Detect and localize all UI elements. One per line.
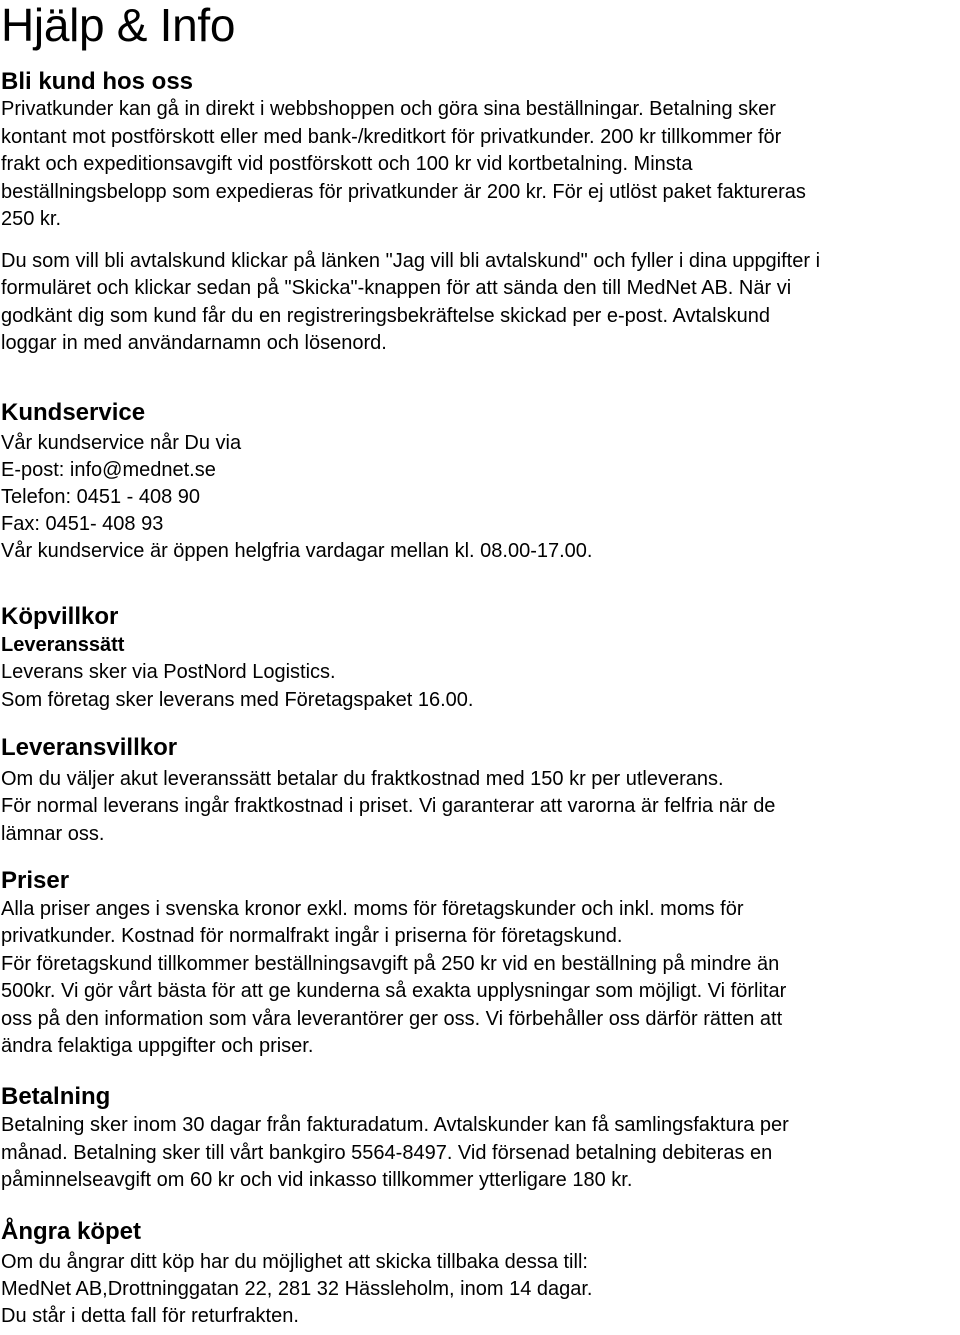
section-heading-kopvillkor: Köpvillkor [1, 602, 119, 630]
text-line: Vår kundservice når Du via [1, 431, 242, 454]
section-bli-kund [1, 68, 960, 358]
phone-line: Telefon: 0451 - 408 90 [1, 485, 201, 508]
text-line: Om du väljer akut leveranssätt betalar du fraktkostnad med 150 kr per utleverans. [1, 767, 724, 790]
text-line: Om du ångrar ditt köp har du möjlighet att skicka tillbaka dessa till: [1, 1250, 588, 1273]
text-line: formuläret och klickar sedan på "Skicka"-knappen för att sända den till MedNet AB. När vi [1, 277, 792, 299]
text-line: Du som vill bli avtalskund klickar på länken "Jag vill bli avtalskund" och fyller i dina uppgifter i [1, 249, 821, 272]
fax-line: Fax: 0451- 408 93 [1, 513, 164, 536]
text-line: lämnar oss. [1, 822, 105, 845]
text-line: oss på den information som våra leverantörer ger oss. Vi förbehåller oss därför rätten att [1, 1007, 783, 1030]
text-line: ändra felaktiga uppgifter och priser. [1, 1035, 314, 1058]
text-line: Betalning sker inom 30 dagar från fakturadatum. Avtalskunder kan få samlingsfaktura per [1, 1114, 789, 1137]
text-line: Privatkunder kan gå in direkt i webbshoppen och göra sina beställningar. Betalning sker [1, 98, 776, 120]
text-line: privatkunder. Kostnad för normalfrakt ingår i priserna för företagskund. [1, 925, 623, 948]
text-line: Leverans sker via PostNord Logistics. [1, 660, 336, 683]
text-line: påminnelseavgift om 60 kr och vid inkasso tillkommer ytterligare 180 kr. [1, 1169, 633, 1192]
paragraph-kundservice [1, 430, 960, 566]
paragraph-betalning [1, 1112, 960, 1194]
paragraph-leveranssatt [1, 658, 960, 714]
text-line: Du står i detta fall för returfrakten. [1, 1305, 299, 1328]
section-heading-kundservice: Kundservice [1, 398, 146, 426]
section-angra-kopet [1, 1215, 960, 1331]
text-line: kontant mot postförskott eller med bank-/kreditkort för privatkunder. 200 kr tillkommer för [1, 125, 782, 148]
section-leveransvillkor [1, 730, 960, 849]
address-line: MedNet AB,Drottninggatan 22, 281 32 Hässleholm, inom 14 dagar. [1, 1277, 593, 1300]
text-line: Alla priser anges i svenska kronor exkl. moms för företagskunder och inkl. moms för [1, 898, 744, 921]
text-line: 500kr. Vi gör vårt bästa för att ge kunderna så exakta upplysningar som möjligt. Vi förlitar [1, 980, 787, 1003]
text-line: månad. Betalning sker till vårt bankgiro 5564-8497. Vid försenad betalning debiteras en [1, 1141, 773, 1164]
text-line: Som företag sker leverans med Företagspaket 16.00. [1, 688, 474, 711]
section-kundservice [1, 396, 960, 566]
section-heading-angra-kopet: Ångra köpet [1, 1217, 142, 1245]
paragraph-angra-kopet [1, 1249, 960, 1331]
email-line: E-post: info@mednet.se [1, 458, 216, 481]
page-title: Hjälp & Info [1, 0, 236, 51]
section-heading-priser: Priser [1, 867, 70, 895]
text-line: loggar in med användarnamn och lösenord. [1, 332, 387, 354]
paragraph-avtalskund [1, 248, 960, 358]
opening-hours-line: Vår kundservice är öppen helgfria vardagar mellan kl. 08.00-17.00. [1, 540, 593, 563]
text-line: frakt och expeditionsavgift vid postförskott och 100 kr vid kortbetalning. Minsta [1, 153, 693, 175]
paragraph-privatkunder [1, 96, 960, 234]
text-line: beställningsbelopp som expedieras för privatkunder är 200 kr. För ej utlöst paket faktureras [1, 180, 806, 203]
text-line: godkänt dig som kund får du en registreringsbekräftelse skickad per e-post. Avtalskund [1, 304, 770, 327]
section-heading-leveransvillkor: Leveransvillkor [1, 733, 178, 761]
section-betalning [1, 1082, 960, 1194]
text-line: För normal leverans ingår fraktkostnad i priset. Vi garanterar att varorna är felfria när de [1, 795, 776, 818]
text-line: För företagskund tillkommer beställningsavgift på 250 kr vid en beställning på mindre än [1, 952, 780, 975]
section-kopvillkor [1, 602, 960, 714]
section-priser [1, 866, 960, 1060]
paragraph-priser [1, 896, 960, 1060]
section-heading-bli-kund: Bli kund hos oss [1, 68, 194, 95]
text-line: 250 kr. [1, 208, 62, 230]
subheading-leveranssatt: Leveranssätt [1, 633, 125, 656]
paragraph-leveransvillkor [1, 766, 960, 849]
section-heading-betalning: Betalning [1, 1083, 111, 1111]
